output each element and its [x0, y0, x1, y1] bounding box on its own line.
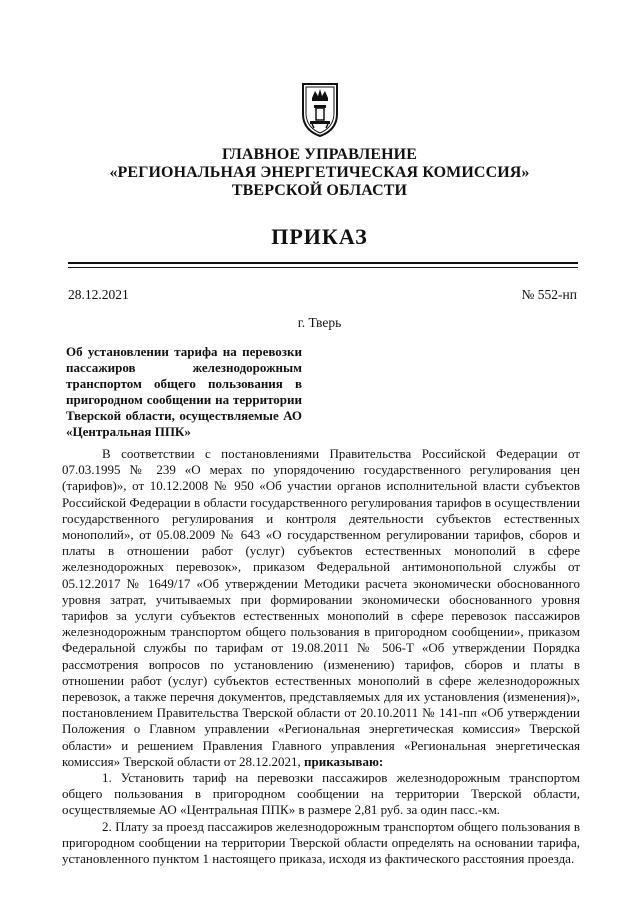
header-divider-thin	[68, 267, 578, 268]
preamble-text: В соответствии с постановлениями Правительства Российской Федерации от 07.03.1995 № 239 «О мерах по упорядочению государственного регулирования цен (тарифов)», от 10.12.2008 № 950 «Об участии органов исполнительной власти субъектов Российской Федерации в области государственного регулирования тарифов в осуществлении государственного регулирования и контроля деятельности субъектов естественных монополий», от 05.08.2009 № 643 «О государственном регулировании тарифов, сборов и платы в отношении работ (услуг) субъектов естественных монополий в сфере железнодорожных перевозок», приказом Федеральной антимонопольной службы от 05.12.2017 № 1649/17 «Об утверждении Методики расчета экономически обоснованного уровня затрат, учитываемых при формировании экономически обоснованного уровня тарифов за услуги субъектов естественных монополий в сфере перевозок пассажиров железнодорожным транспортом общего пользования в пригородном сообщении», приказом Федеральной службы по тарифам от 19.08.2011 № 506-Т «Об утверждении Порядка рассмотрения вопросов по установлению (изменению) тарифов, сборов и платы в отношении работ (услуг) субъектов естественных монополий в сфере железнодорожных перевозок, а также перечня документов, представляемых для их установления (изменения)», постановлением Правительства Тверской области от 20.10.2011 № 141-пп «Об утверждении Положения о Главном управлении «Региональная энергетическая комиссия» Тверской области» и решением Правления Главного управления «Региональная энергетическая комиссия» Тверской области от 28.12.2021,	[62, 446, 580, 769]
order-item-1: 1. Установить тариф на перевозки пассажиров железнодорожным транспортом общего пользования в пригородном сообщении на территории Тверской области, осуществляемые АО «Центральная ППК» в размере 2,81 руб. за один пасс.-км.	[62, 770, 580, 818]
org-name-line2: «РЕГИОНАЛЬНАЯ ЭНЕРГЕТИЧЕСКАЯ КОМИССИЯ»	[109, 164, 530, 181]
order-item-2: 2. Плату за проезд пассажиров железнодорожным транспортом общего пользования в пригородном сообщении на территории Тверской области определять на основании тарифа, установленного пунктом 1 настоящего приказа, исходя из фактического расстояния проезда.	[62, 818, 580, 867]
order-word: приказываю:	[304, 753, 384, 769]
document-date: 28.12.2021	[68, 287, 129, 302]
document-type-title: ПРИКАЗ	[271, 224, 368, 249]
document-city: г. Тверь	[297, 315, 342, 330]
document-subject: Об установлении тарифа на перевозки пассажиров железнодорожным транспортом общего пользования в пригородном сообщении на территории Тверской области, осуществляемые АО «Центральная ППК»	[66, 344, 302, 439]
document-body	[62, 446, 580, 867]
coat-of-arms-emblem	[300, 78, 340, 138]
header-divider-thick	[68, 262, 578, 264]
org-name-line1: ГЛАВНОЕ УПРАВЛЕНИЕ	[222, 146, 417, 163]
document-number: № 552-нп	[521, 287, 577, 302]
preamble-paragraph	[62, 446, 580, 770]
org-name-line3: ТВЕРСКОЙ ОБЛАСТИ	[231, 182, 408, 199]
